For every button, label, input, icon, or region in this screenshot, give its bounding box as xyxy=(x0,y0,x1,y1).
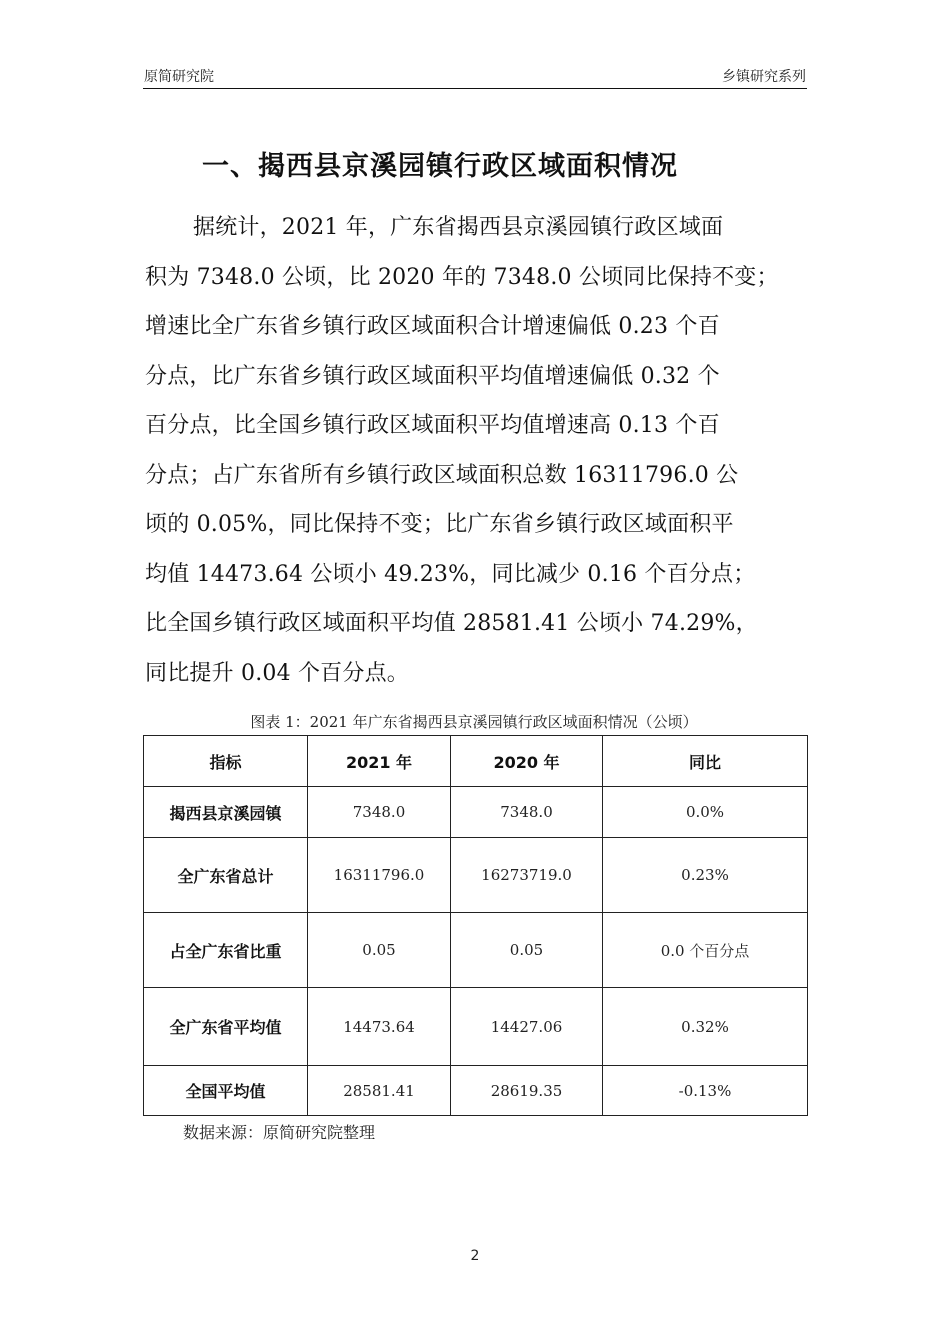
body-paragraph xyxy=(145,203,807,698)
cell-2021: 7348.0 xyxy=(308,787,451,838)
table-caption: 图表 1：2021 年广东省揭西县京溪园镇行政区域面积情况（公顷） xyxy=(250,713,698,731)
section-title: 一、揭西县京溪园镇行政区域面积情况 xyxy=(202,151,678,182)
row-label: 全国平均值 xyxy=(144,1066,308,1116)
row-label: 揭西县京溪园镇 xyxy=(144,787,308,838)
cell-2021: 28581.41 xyxy=(308,1066,451,1116)
cell-yoy: 0.32% xyxy=(603,988,808,1066)
data-source-note: 数据来源：原简研究院整理 xyxy=(183,1123,376,1142)
row-label: 全广东省总计 xyxy=(144,838,308,913)
row-label: 占全广东省比重 xyxy=(144,913,308,988)
cell-2020: 28619.35 xyxy=(451,1066,603,1116)
cell-yoy: 0.0 个百分点 xyxy=(603,913,808,988)
cell-2020: 14427.06 xyxy=(451,988,603,1066)
paragraph-line: 据统计，2021 年，广东省揭西县京溪园镇行政区域面 xyxy=(193,215,724,240)
cell-yoy: 0.23% xyxy=(603,838,808,913)
header-divider xyxy=(143,88,807,89)
cell-2020: 7348.0 xyxy=(451,787,603,838)
cell-yoy: -0.13% xyxy=(603,1066,808,1116)
cell-2021: 16311796.0 xyxy=(308,838,451,913)
cell-yoy: 0.0% xyxy=(603,787,808,838)
paragraph-line: 分点；占广东省所有乡镇行政区域面积总数 16311796.0 公 xyxy=(145,462,739,488)
paragraph-line: 百分点，比全国乡镇行政区域面积平均值增速高 0.13 个百 xyxy=(145,413,720,438)
row-label: 全广东省平均值 xyxy=(144,988,308,1066)
table-row xyxy=(144,913,808,988)
column-header-2020: 2020 年 xyxy=(451,736,603,787)
column-header-indicator: 指标 xyxy=(144,736,308,787)
paragraph-line: 分点，比广东省乡镇行政区域面积平均值增速偏低 0.32 个 xyxy=(145,363,720,389)
cell-2020: 16273719.0 xyxy=(451,838,603,913)
paragraph-line: 均值 14473.64 公顷小 49.23%，同比减少 0.16 个百分点； xyxy=(145,561,756,587)
column-header-2021: 2021 年 xyxy=(308,736,451,787)
paragraph-line: 同比提升 0.04 个百分点。 xyxy=(145,660,409,686)
area-data-table xyxy=(143,735,808,1116)
paragraph-line: 比全国乡镇行政区域面积平均值 28581.41 公顷小 74.29%， xyxy=(145,611,758,636)
paragraph-line: 顷的 0.05%，同比保持不变；比广东省乡镇行政区域面积平 xyxy=(145,512,734,537)
cell-2021: 0.05 xyxy=(308,913,451,988)
cell-2021: 14473.64 xyxy=(308,988,451,1066)
table-row xyxy=(144,988,808,1066)
header-right-series: 乡镇研究系列 xyxy=(722,69,806,85)
table-row xyxy=(144,787,808,838)
table-header-row xyxy=(144,736,808,787)
table-row xyxy=(144,1066,808,1116)
paragraph-line: 积为 7348.0 公顷，比 2020 年的 7348.0 公顷同比保持不变； xyxy=(145,264,779,290)
header-left-org: 原简研究院 xyxy=(144,69,214,85)
page-number: 2 xyxy=(470,1248,480,1264)
column-header-yoy: 同比 xyxy=(603,736,808,787)
paragraph-line: 增速比全广东省乡镇行政区域面积合计增速偏低 0.23 个百 xyxy=(145,314,720,339)
table-row xyxy=(144,838,808,913)
cell-2020: 0.05 xyxy=(451,913,603,988)
